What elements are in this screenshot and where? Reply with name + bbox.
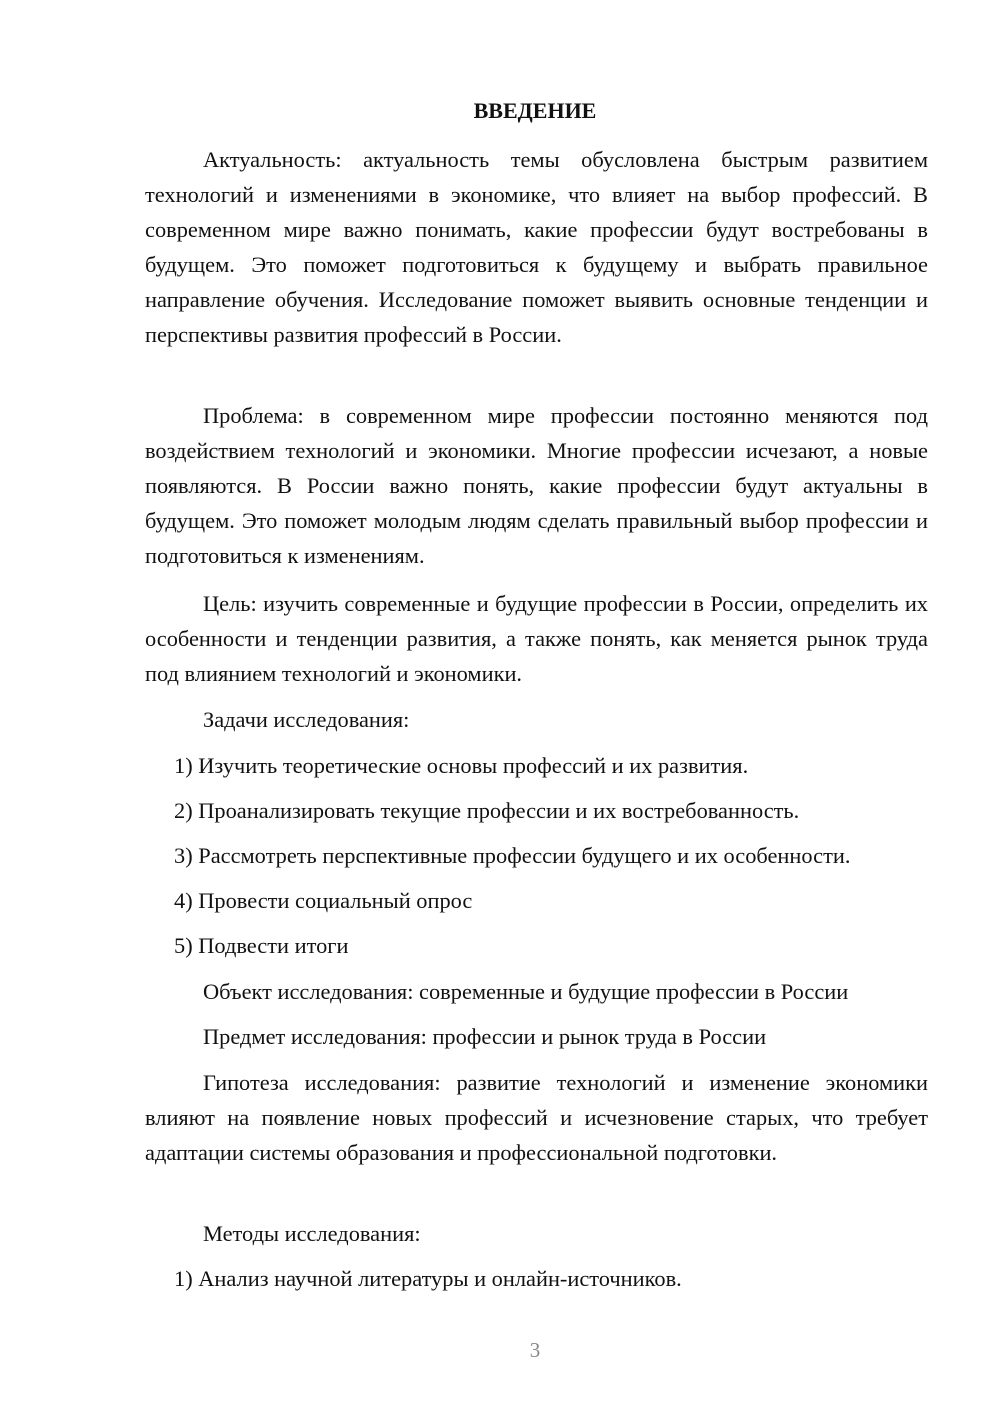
research-subject: Предмет исследования: профессии и рынок труда в России	[203, 1024, 767, 1049]
methods-heading: Методы исследования:	[203, 1221, 421, 1246]
task-item-4: 4) Провести социальный опрос	[174, 888, 473, 913]
method-item-1: 1) Анализ научной литературы и онлайн-источников.	[174, 1266, 682, 1291]
relevance-paragraph: Актуальность: актуальность темы обусловлена быстрым развитием технологий и изменениями в экономике, что влияет на выбор профессий. В современном мире важно понимать, какие профессии будут востребованы в будущем. Это поможет подготовиться к будущему и выбрать правильное направление обучения. Исследование поможет выявить основные тенденции и перспективы развития профессий в России.	[145, 147, 928, 347]
goal-paragraph: Цель: изучить современные и будущие профессии в России, определить их особенности и тенденции развития, а также понять, как меняется рынок труда под влиянием технологий и экономики.	[145, 591, 928, 686]
task-item-5: 5) Подвести итоги	[174, 933, 349, 958]
task-item-3: 3) Рассмотреть перспективные профессии будущего и их особенности.	[174, 843, 851, 868]
task-item-2: 2) Проанализировать текущие профессии и их востребованность.	[174, 798, 800, 823]
page-number: 3	[529, 1338, 541, 1362]
problem-paragraph: Проблема: в современном мире профессии постоянно меняются под воздействием технологий и экономики. Многие профессии исчезают, а новые появляются. В России важно понять, какие профессии будут актуальны в будущем. Это поможет молодым людям сделать правильный выбор профессии и подготовиться к изменениям.	[145, 403, 928, 568]
page-title: ВВЕДЕНИЕ	[473, 98, 597, 123]
research-object: Объект исследования: современные и будущие профессии в России	[203, 979, 849, 1004]
task-item-1: 1) Изучить теоретические основы профессий и их развития.	[174, 753, 749, 778]
hypothesis-paragraph: Гипотеза исследования: развитие технологий и изменение экономики влияют на появление новых профессий и исчезновение старых, что требует адаптации системы образования и профессиональной подготовки.	[145, 1070, 928, 1165]
tasks-heading: Задачи исследования:	[203, 707, 410, 732]
